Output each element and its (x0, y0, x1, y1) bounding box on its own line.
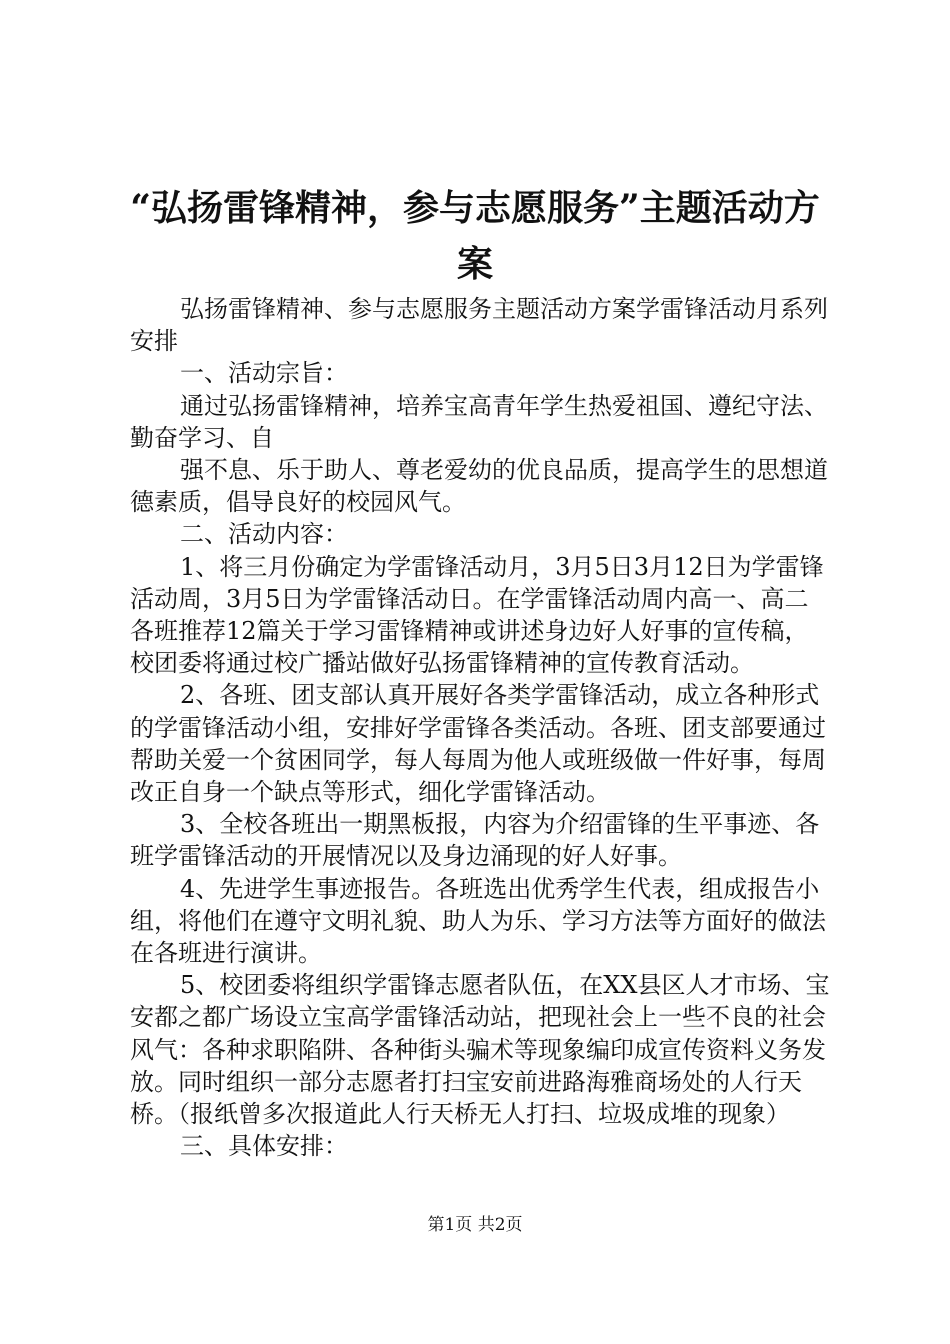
paragraph-purpose-line-1: 通过弘扬雷锋精神，培养宝高青年学生热爱祖国、遵纪守法、勤奋学习、自 (130, 391, 828, 452)
paragraph-item-1: 1、将三月份确定为学雷锋活动月，3月5日3月12日为学雷锋活动周，3月5日为学雷锋活动日。在学雷锋活动周内高一、高二各班推荐12篇关于学习雷锋精神或讲述身边好人好事的宣传稿，校团委将通过校广播站做好弘扬雷锋精神的宣传教育活动。 (130, 552, 824, 678)
heading-purpose: 一、活动宗旨： (180, 359, 348, 388)
paragraph-item-3: 3、全校各班出一期黑板报，内容为介绍雷锋的生平事迹、各班学雷锋活动的开展情况以及身边涌现的好人好事。 (130, 810, 820, 871)
paragraph-intro: 弘扬雷锋精神、参与志愿服务主题活动方案学雷锋活动月系列安排 (130, 295, 828, 356)
heading-schedule: 三、具体安排： (180, 1132, 348, 1161)
document-body (130, 293, 830, 1162)
paragraph-item-5: 5、校团委将组织学雷锋志愿者队伍，在XX县区人才市场、宝安都之都广场设立宝高学雷锋活动站，把现社会上一些不良的社会风气：各种求职陷阱、各种街头骗术等现象编印成宣传资料义务发放。同时组织一部分志愿者打扫宝安前进路海雅商场处的人行天桥。（报纸曾多次报道此人行天桥无人打扫、垃圾成堆的现象） (130, 971, 830, 1129)
paragraph-purpose-line-2: 强不息、乐于助人、尊老爱幼的优良品质，提高学生的思想道德素质，倡导良好的校园风气。 (130, 456, 828, 517)
paragraph-item-2: 2、各班、团支部认真开展好各类学雷锋活动，成立各种形式的学雷锋活动小组，安排好学雷锋各类活动。各班、团支部要通过帮助关爱一个贫困同学，每人每周为他人或班级做一件好事，每周改正自身一个缺点等形式，细化学雷锋活动。 (130, 681, 826, 807)
page-footer: 第1页 共2页 (427, 1215, 523, 1235)
heading-content: 二、活动内容： (180, 520, 348, 549)
paragraph-item-4: 4、先进学生事迹报告。各班选出优秀学生代表，组成报告小组，将他们在遵守文明礼貌、助人为乐、学习方法等方面好的做法在各班进行演讲。 (130, 874, 826, 968)
document-title: “弘扬雷锋精神，参与志愿服务”主题活动方案 (130, 187, 820, 285)
